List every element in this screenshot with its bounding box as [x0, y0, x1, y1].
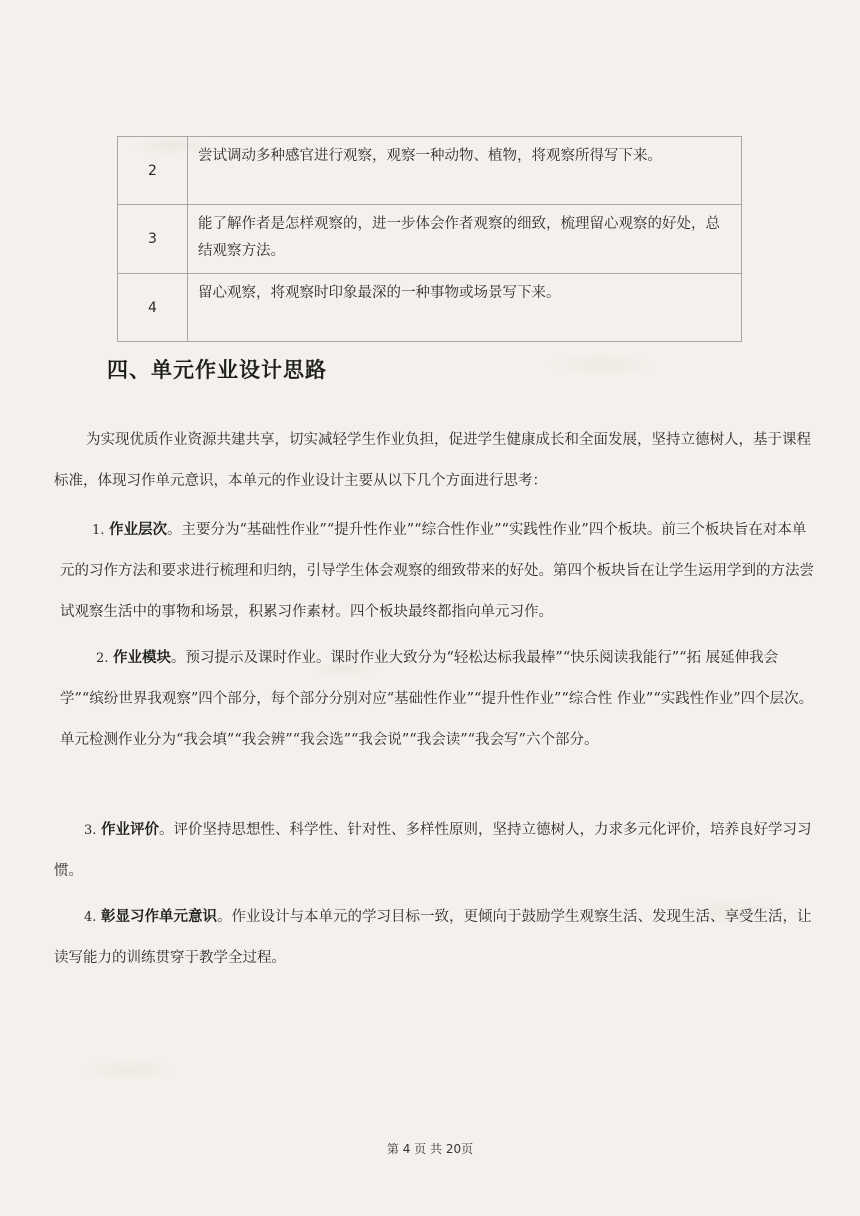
row-number: 3: [118, 205, 188, 274]
point-body: 。评价坚持思想性、科学性、针对性、多样性原则，坚持立德树人，力求多元化评价，培养良好学习习惯。: [54, 822, 812, 879]
page-footer: [0, 1140, 860, 1157]
point-body: 。预习提示及课时作业。课时作业大致分为“轻松达标我最棒”“快乐阅读我能行”“拓 展延伸我会学”“缤纷世界我观察”四个部分，每个部分分别对应“基础性作业”“提升性作业”“综合性 作业”“实践性作业”四个层次。单元检测作业分为“我会填”“我会辨”“我会选”“我会说”“我会读”“我会写”六个部分。: [60, 650, 814, 748]
point-title: 作业层次: [109, 522, 168, 538]
point-title: 彰显习作单元意识: [101, 909, 218, 925]
point-title: 作业模块: [113, 650, 172, 666]
footer-middle: 页 共: [414, 1142, 442, 1156]
section-heading: 四、单元作业设计思路: [107, 358, 327, 382]
point-index: 4.: [84, 910, 97, 925]
table-row: [118, 137, 742, 205]
learning-goals-table: [117, 136, 742, 342]
point-paragraph: [60, 510, 816, 633]
point-paragraph: [60, 638, 818, 761]
row-number: 4: [118, 274, 188, 342]
row-text: 能了解作者是怎样观察的，进一步体会作者观察的细致，梳理留心观察的好处，总结观察方法。: [188, 205, 742, 274]
row-text: 尝试调动多种感官进行观察，观察一种动物、植物，将观察所得写下来。: [188, 137, 742, 205]
table-row: [118, 274, 742, 342]
footer-prefix: 第: [386, 1142, 399, 1156]
table-row: [118, 205, 742, 274]
row-text: 留心观察，将观察时印象最深的一种事物或场景写下来。: [188, 274, 742, 342]
point-paragraph: [54, 810, 814, 892]
point-paragraph: [54, 897, 814, 979]
point-index: 2.: [96, 651, 109, 666]
point-index: 3.: [84, 823, 97, 838]
point-title: 作业评价: [101, 822, 160, 838]
total-page-number: 20: [445, 1142, 462, 1156]
point-body: 。主要分为“基础性作业”“提升性作业”“综合性作业”“实践性作业”四个板块。前三个板块旨在对本单元的习作方法和要求进行梳理和归纳，引导学生体会观察的细致带来的好处。第四个板块旨在让学生运用学到的方法尝试观察生活中的事物和场景，积累习作素材。四个板块最终都指向单元习作。: [60, 522, 814, 620]
intro-paragraph: 为实现优质作业资源共建共享，切实减轻学生作业负担，促进学生健康成长和全面发展，坚持立德树人，基于课程标准，体现习作单元意识，本单元的作业设计主要从以下几个方面进行思考：: [54, 432, 811, 489]
footer-suffix: 页: [461, 1142, 474, 1156]
row-number: 2: [118, 137, 188, 205]
current-page-number: 4: [402, 1142, 411, 1156]
point-body: 。作业设计与本单元的学习目标一致，更倾向于鼓励学生观察生活、发现生活、享受生活，让读写能力的训练贯穿于教学全过程。: [54, 909, 812, 966]
point-index: 1.: [92, 523, 105, 538]
